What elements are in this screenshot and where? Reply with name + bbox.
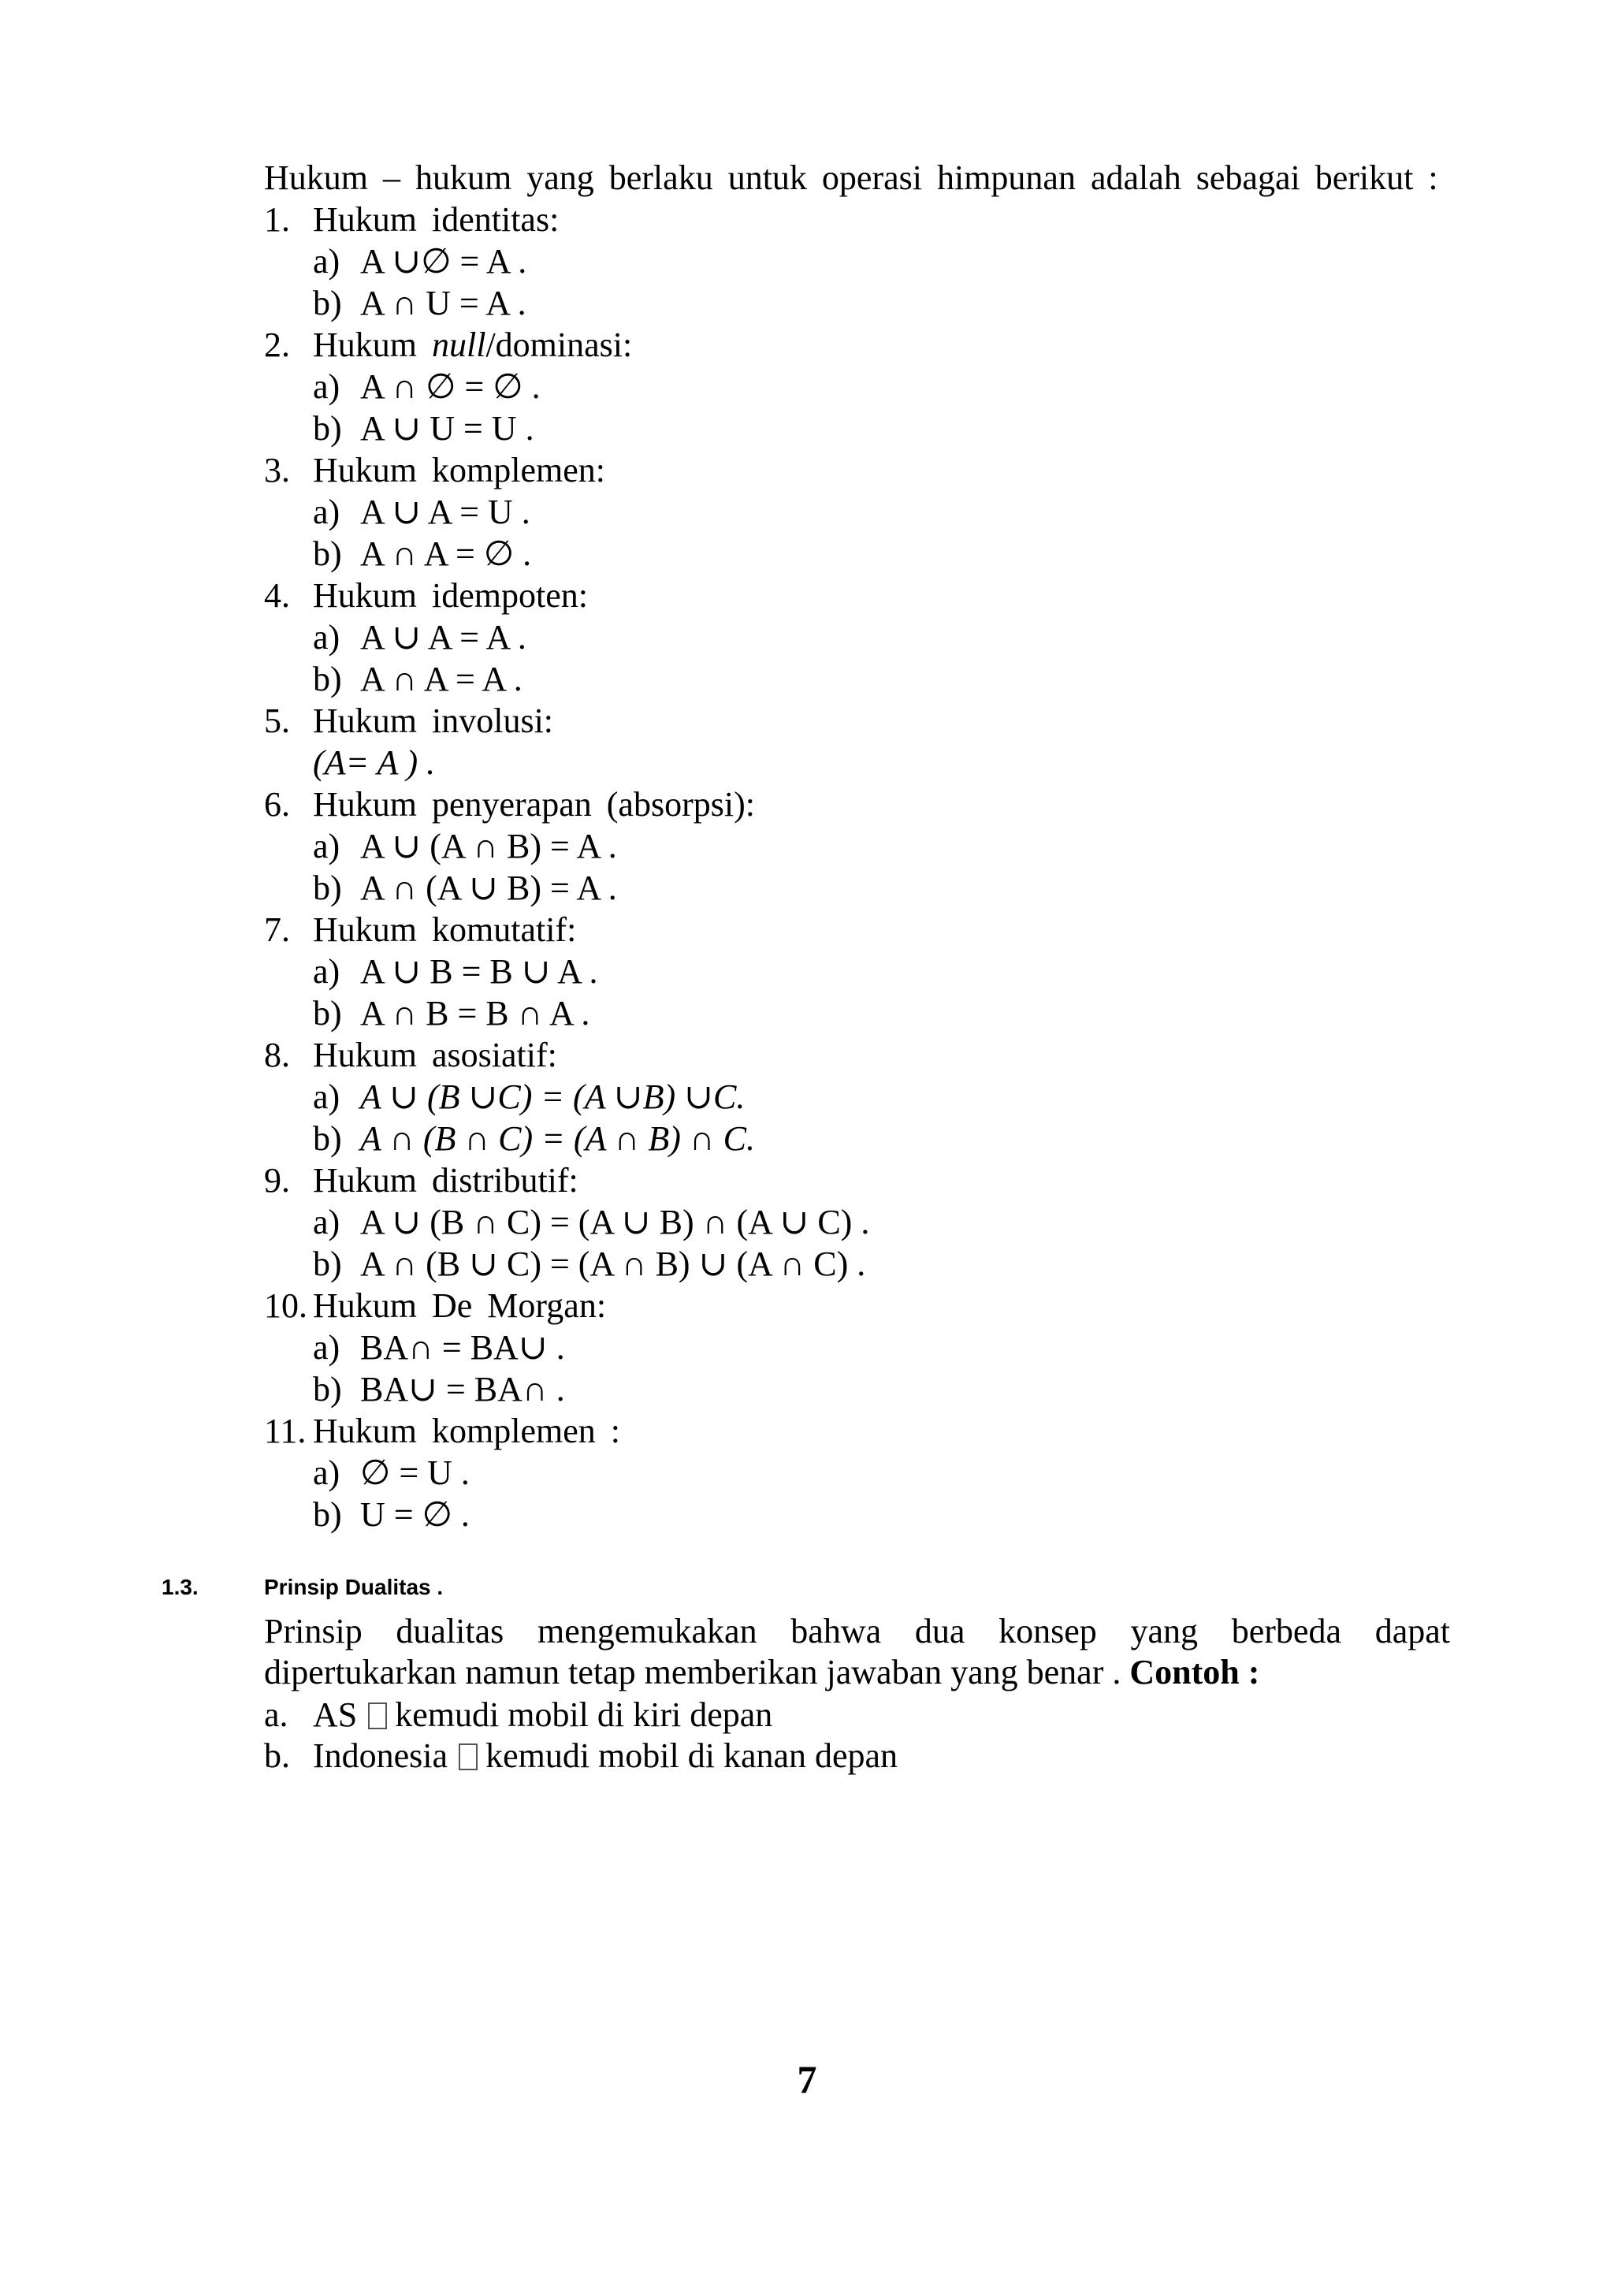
- example-item: [264, 1736, 898, 1777]
- law-number: 7.: [264, 910, 290, 949]
- item-expression: ∅ = U .: [360, 1453, 470, 1492]
- law-heading: [264, 324, 1525, 366]
- law-number: 1.: [264, 200, 290, 239]
- law-item: [264, 1243, 1525, 1285]
- law-item: [264, 1494, 1525, 1535]
- item-expression: A ∪∅ = A .: [360, 242, 527, 281]
- law-item: [264, 742, 1525, 783]
- law-number: 10.: [264, 1286, 307, 1325]
- item-expression: A ∩ U = A .: [360, 284, 526, 322]
- page-number: 7: [797, 2057, 817, 2101]
- item-letter: a): [313, 367, 340, 406]
- law-item: [264, 1452, 1525, 1494]
- example-left: AS: [313, 1695, 358, 1734]
- law-number: 6.: [264, 785, 290, 824]
- item-letter: a): [313, 618, 340, 657]
- law-number: 9.: [264, 1161, 290, 1200]
- missing-glyph-icon: [368, 1702, 387, 1729]
- item-letter: b): [313, 534, 342, 573]
- law-title: Hukum komutatif:: [313, 910, 577, 949]
- law-title: Hukum identitas:: [313, 200, 560, 239]
- item-expression: A ∪ (B ∪C) = (A ∪B) ∪C.: [360, 1077, 746, 1116]
- law-title: Hukum komplemen:: [313, 451, 605, 489]
- item-expression: A ∪ U = U .: [360, 409, 534, 448]
- law-komutatif: [264, 909, 1525, 1034]
- law-item: [264, 992, 1525, 1034]
- paragraph-text: dipertukarkan namun tetap memberikan jawaban yang benar .: [264, 1653, 1130, 1691]
- item-expression: A ∪ (A ∩ B) = A .: [360, 827, 617, 865]
- item-letter: b): [313, 1495, 342, 1534]
- item-expression: BA∩ = BA∪ .: [360, 1328, 565, 1367]
- example-item: [264, 1695, 898, 1736]
- law-heading: [264, 700, 1525, 742]
- item-expression: A ∩ A = ∅ .: [360, 534, 532, 573]
- law-idempoten: [264, 575, 1525, 700]
- law-item: [264, 240, 1525, 282]
- law-item: [264, 658, 1525, 700]
- section-number: 1.3.: [162, 1575, 199, 1599]
- item-letter: a): [313, 1453, 340, 1492]
- example-list: [264, 1695, 898, 1777]
- law-heading: [264, 1159, 1525, 1201]
- law-involusi: [264, 700, 1525, 783]
- law-item: [264, 825, 1525, 867]
- item-letter: a): [313, 1203, 340, 1241]
- item-expression: A ∩ (A ∪ B) = A .: [360, 869, 617, 907]
- law-komplemen-2: [264, 1410, 1525, 1535]
- law-title: Hukum De Morgan:: [313, 1286, 607, 1325]
- item-expression: A ∩ A = A .: [360, 660, 523, 698]
- law-number: 2.: [264, 326, 290, 364]
- law-title: Hukum distributif:: [313, 1161, 578, 1200]
- law-item: [264, 1327, 1525, 1368]
- paragraph-line: [264, 1652, 1450, 1693]
- law-number: 3.: [264, 451, 290, 489]
- law-item: [264, 1201, 1525, 1243]
- item-expression: U = ∅ .: [360, 1495, 470, 1534]
- item-expression: A ∪ B = B ∪ A .: [360, 952, 598, 991]
- law-asosiatif: [264, 1034, 1525, 1159]
- law-title: Hukum asosiatif:: [313, 1036, 557, 1074]
- law-penyerapan: [264, 783, 1525, 909]
- law-item: [264, 616, 1525, 658]
- item-letter: a): [313, 1077, 340, 1116]
- law-heading: [264, 199, 1525, 240]
- paragraph-line: Prinsip dualitas mengemukakan bahwa dua konsep yang berbeda dapat: [264, 1612, 1450, 1650]
- paragraph-bold-label: Contoh :: [1129, 1653, 1260, 1691]
- example-right: kemudi mobil di kanan depan: [485, 1736, 898, 1775]
- item-expression: A ∩ ∅ = ∅ .: [360, 367, 541, 406]
- law-number: 5.: [264, 701, 290, 740]
- law-number: 4.: [264, 576, 290, 615]
- section-paragraph: [264, 1611, 1450, 1693]
- item-expression: A ∪ (B ∩ C) = (A ∪ B) ∩ (A ∪ C) .: [360, 1203, 870, 1241]
- item-expression: A ∩ (B ∩ C) = (A ∩ B) ∩ C.: [360, 1119, 756, 1158]
- item-expression: A ∩ (B ∪ C) = (A ∩ B) ∪ (A ∩ C) .: [360, 1245, 866, 1283]
- item-letter: b): [313, 1370, 342, 1408]
- example-left: Indonesia: [313, 1736, 448, 1775]
- item-letter: a): [313, 1328, 340, 1367]
- law-komplemen: [264, 449, 1525, 575]
- law-item: [264, 1118, 1525, 1159]
- law-number: 11.: [264, 1412, 307, 1450]
- item-letter: a): [313, 827, 340, 865]
- law-item: [264, 867, 1525, 909]
- item-expression: A ∪ A = U .: [360, 493, 530, 531]
- law-number: 8.: [264, 1036, 290, 1074]
- intro-text: Hukum – hukum yang berlaku untuk operasi himpunan adalah sebagai berikut :: [264, 158, 1438, 197]
- item-expression: A ∪ A = A .: [360, 618, 526, 657]
- law-heading: [264, 449, 1525, 491]
- law-heading: [264, 1285, 1525, 1327]
- law-distributif: [264, 1159, 1525, 1285]
- law-title: Hukum involusi:: [313, 701, 554, 740]
- law-item: [264, 533, 1525, 575]
- example-letter: a.: [264, 1695, 288, 1734]
- item-expression: A ∩ B = B ∩ A .: [360, 994, 590, 1033]
- law-list: [264, 199, 1525, 1535]
- item-letter: a): [313, 242, 340, 281]
- law-title: Hukum komplemen :: [313, 1412, 620, 1450]
- law-item: [264, 491, 1525, 533]
- example-letter: b.: [264, 1736, 290, 1775]
- law-identitas: [264, 199, 1525, 324]
- example-right: kemudi mobil di kiri depan: [395, 1695, 773, 1734]
- law-de-morgan: [264, 1285, 1525, 1410]
- law-item: [264, 282, 1525, 324]
- law-item: [264, 407, 1525, 449]
- item-letter: a): [313, 493, 340, 531]
- law-title-italic: null: [432, 326, 486, 364]
- law-item: [264, 1076, 1525, 1118]
- item-letter: a): [313, 952, 340, 991]
- item-letter: b): [313, 1245, 342, 1283]
- item-letter: b): [313, 284, 342, 322]
- law-item: [264, 1368, 1525, 1410]
- law-item: [264, 951, 1525, 992]
- law-item: [264, 366, 1525, 407]
- item-letter: b): [313, 660, 342, 698]
- item-expression: BA∪ = BA∩ .: [360, 1370, 565, 1408]
- item-letter: b): [313, 1119, 342, 1158]
- item-letter: b): [313, 409, 342, 448]
- law-title: Hukum penyerapan (absorpsi):: [313, 785, 755, 824]
- law-title: Hukum idempoten:: [313, 576, 588, 615]
- item-letter: b): [313, 869, 342, 907]
- law-heading: [264, 1410, 1525, 1452]
- law-title-prefix: Hukum: [313, 326, 432, 364]
- item-letter: b): [313, 994, 342, 1033]
- law-heading: [264, 909, 1525, 951]
- item-expression: (A= A ) .: [313, 743, 436, 782]
- law-title-suffix: /dominasi:: [485, 326, 633, 364]
- missing-glyph-icon: [459, 1743, 478, 1770]
- law-title: [313, 324, 632, 366]
- law-null-dominasi: [264, 324, 1525, 449]
- law-heading: [264, 783, 1525, 825]
- section-title: Prinsip Dualitas .: [264, 1575, 444, 1599]
- law-heading: [264, 575, 1525, 616]
- law-heading: [264, 1034, 1525, 1076]
